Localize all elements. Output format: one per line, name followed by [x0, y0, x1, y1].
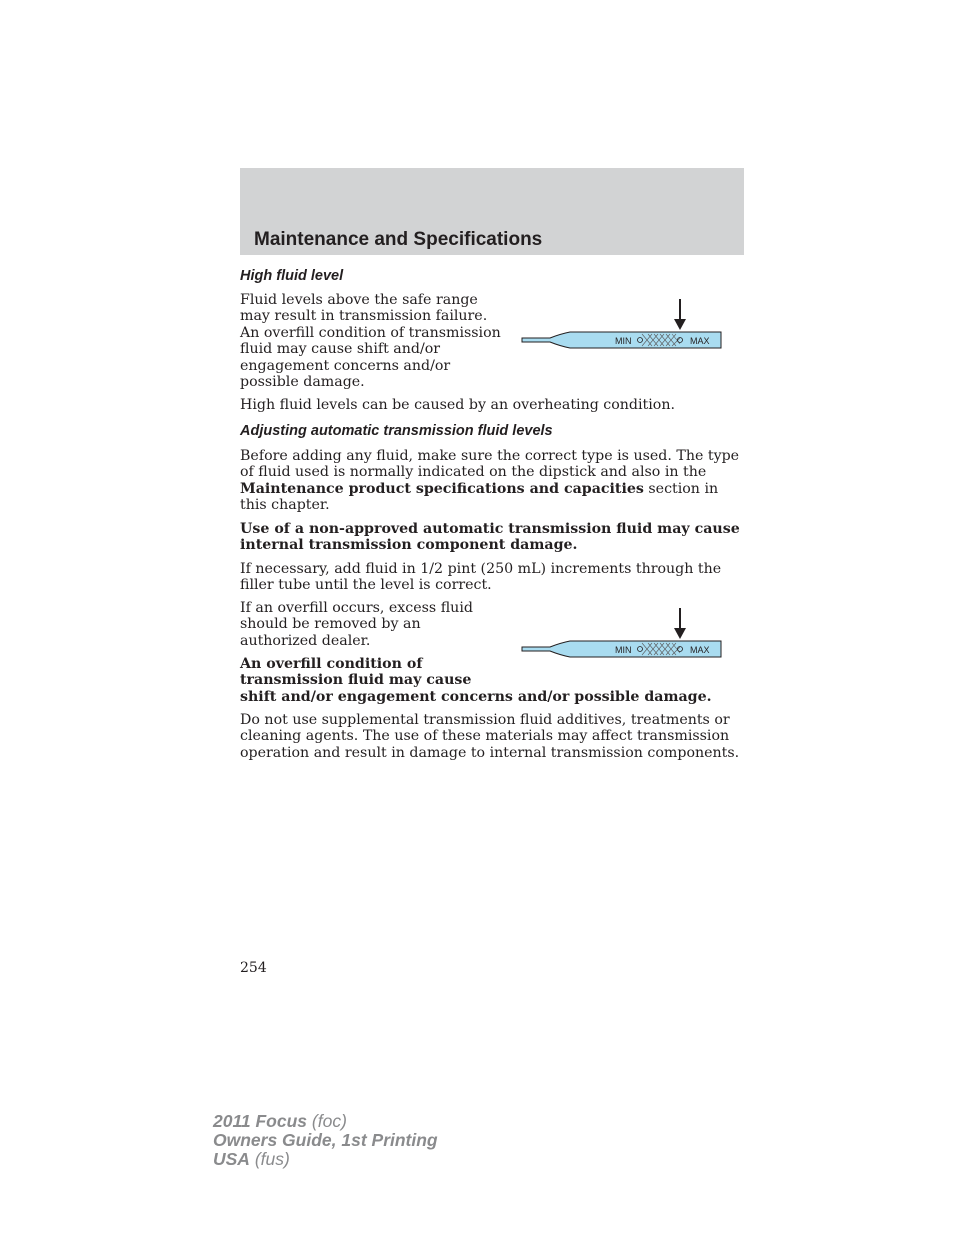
overfill-paragraph: If an overfill occurs, excess fluid should be removed by an authorized dealer.	[240, 600, 473, 649]
max-label: MAX	[690, 645, 710, 655]
page-title: Maintenance and Specifications	[254, 229, 543, 250]
overheating-note: High fluid levels can be caused by an overheating condition.	[240, 397, 675, 413]
min-label: MIN	[615, 336, 632, 346]
level-arrow-head	[674, 319, 686, 330]
dipstick-illustration-1	[520, 297, 724, 359]
warning-overfill: An overfill condition of transmission fluid may cause shift and/or engagement concerns and/or possible damage.	[240, 656, 712, 705]
high-fluid-paragraph: Fluid levels above the safe range may result in transmission failure. An overfill condition of transmission fluid may cause shift and/or engagement concerns and/or possible damage.	[240, 292, 501, 391]
footer-imprint: 2011 Focus (foc) Owners Guide, 1st Printing USA (fus)	[213, 1111, 438, 1169]
page-number: 254	[240, 960, 267, 976]
max-label: MAX	[690, 336, 710, 346]
add-fluid-paragraph: If necessary, add fluid in 1/2 pint (250 mL) increments through the filler tube until the level is correct.	[240, 561, 722, 594]
heading-adjusting-levels: Adjusting automatic transmission fluid levels	[240, 423, 553, 439]
heading-high-fluid-level: High fluid level	[240, 268, 344, 284]
level-arrow-head	[674, 628, 686, 639]
min-label: MIN	[615, 645, 632, 655]
spec-reference: Maintenance product specifications and capacities	[240, 480, 644, 497]
warning-non-approved-fluid: Use of a non-approved automatic transmission fluid may cause internal transmission component damage.	[240, 521, 740, 554]
adjusting-paragraph: Before adding any fluid, make sure the correct type is used. The type of fluid used is normally indicated on the dipstick and also in the Maintenance product specifications and capacities section in this chapter.	[240, 448, 740, 514]
section-header-band	[240, 168, 744, 255]
additives-paragraph: Do not use supplemental transmission fluid additives, treatments or cleaning agents. The use of these materials may affect transmission operation and result in damage to internal transmission components.	[240, 712, 740, 761]
